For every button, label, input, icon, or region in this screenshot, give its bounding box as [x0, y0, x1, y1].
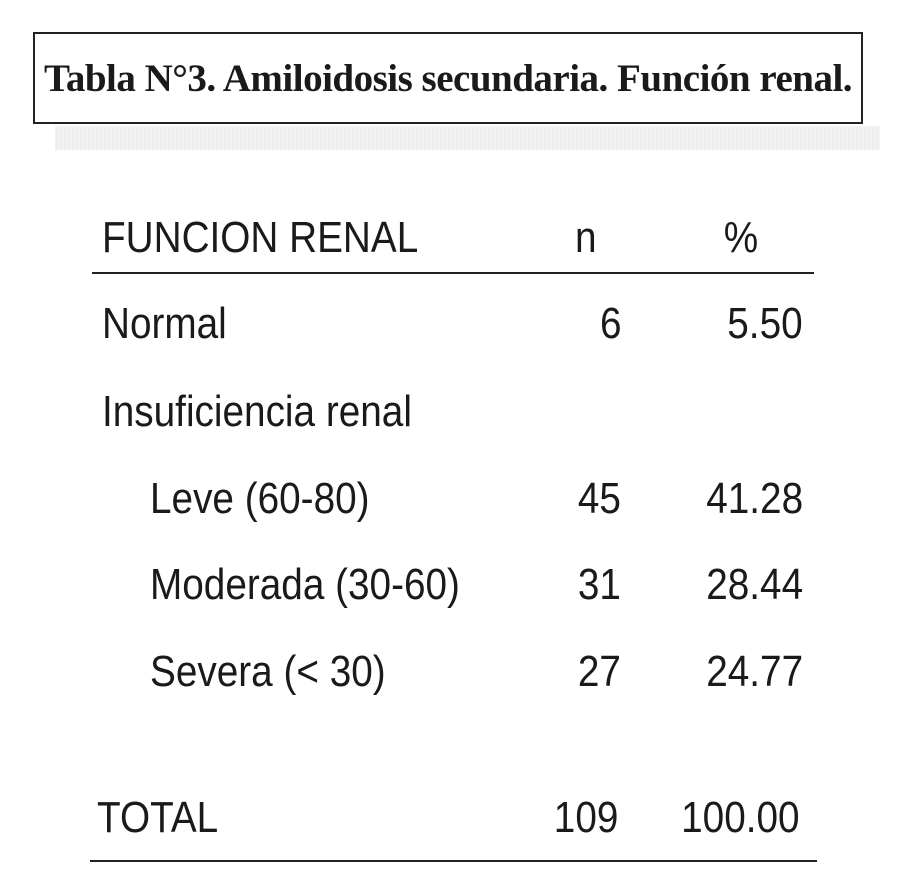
- row-n: 6: [599, 299, 621, 348]
- row-pct: 5.50: [727, 299, 803, 348]
- total-n: 109: [553, 793, 618, 842]
- row-n: 45: [577, 474, 621, 523]
- row-pct: 41.28: [706, 474, 803, 523]
- header-n: n: [574, 213, 596, 262]
- row-label: Moderada (30-60): [150, 560, 460, 609]
- total-label: TOTAL: [97, 793, 219, 842]
- footer-rule: [90, 860, 817, 862]
- total-pct: 100.00: [681, 793, 800, 842]
- row-label: Leve (60-80): [150, 474, 370, 523]
- row-label: Normal: [102, 299, 227, 348]
- row-pct: 24.77: [706, 647, 803, 696]
- row-label: Insuficiencia renal: [102, 387, 412, 436]
- row-pct: 28.44: [706, 560, 803, 609]
- header-rule: [92, 272, 814, 274]
- header-label: FUNCION RENAL: [102, 213, 419, 262]
- row-n: 27: [577, 647, 621, 696]
- row-n: 31: [577, 560, 621, 609]
- header-pct: %: [723, 213, 758, 262]
- row-label: Severa (< 30): [150, 647, 386, 696]
- table-title-text: Tabla N°3. Amiloidosis secundaria. Función renal.: [43, 56, 853, 100]
